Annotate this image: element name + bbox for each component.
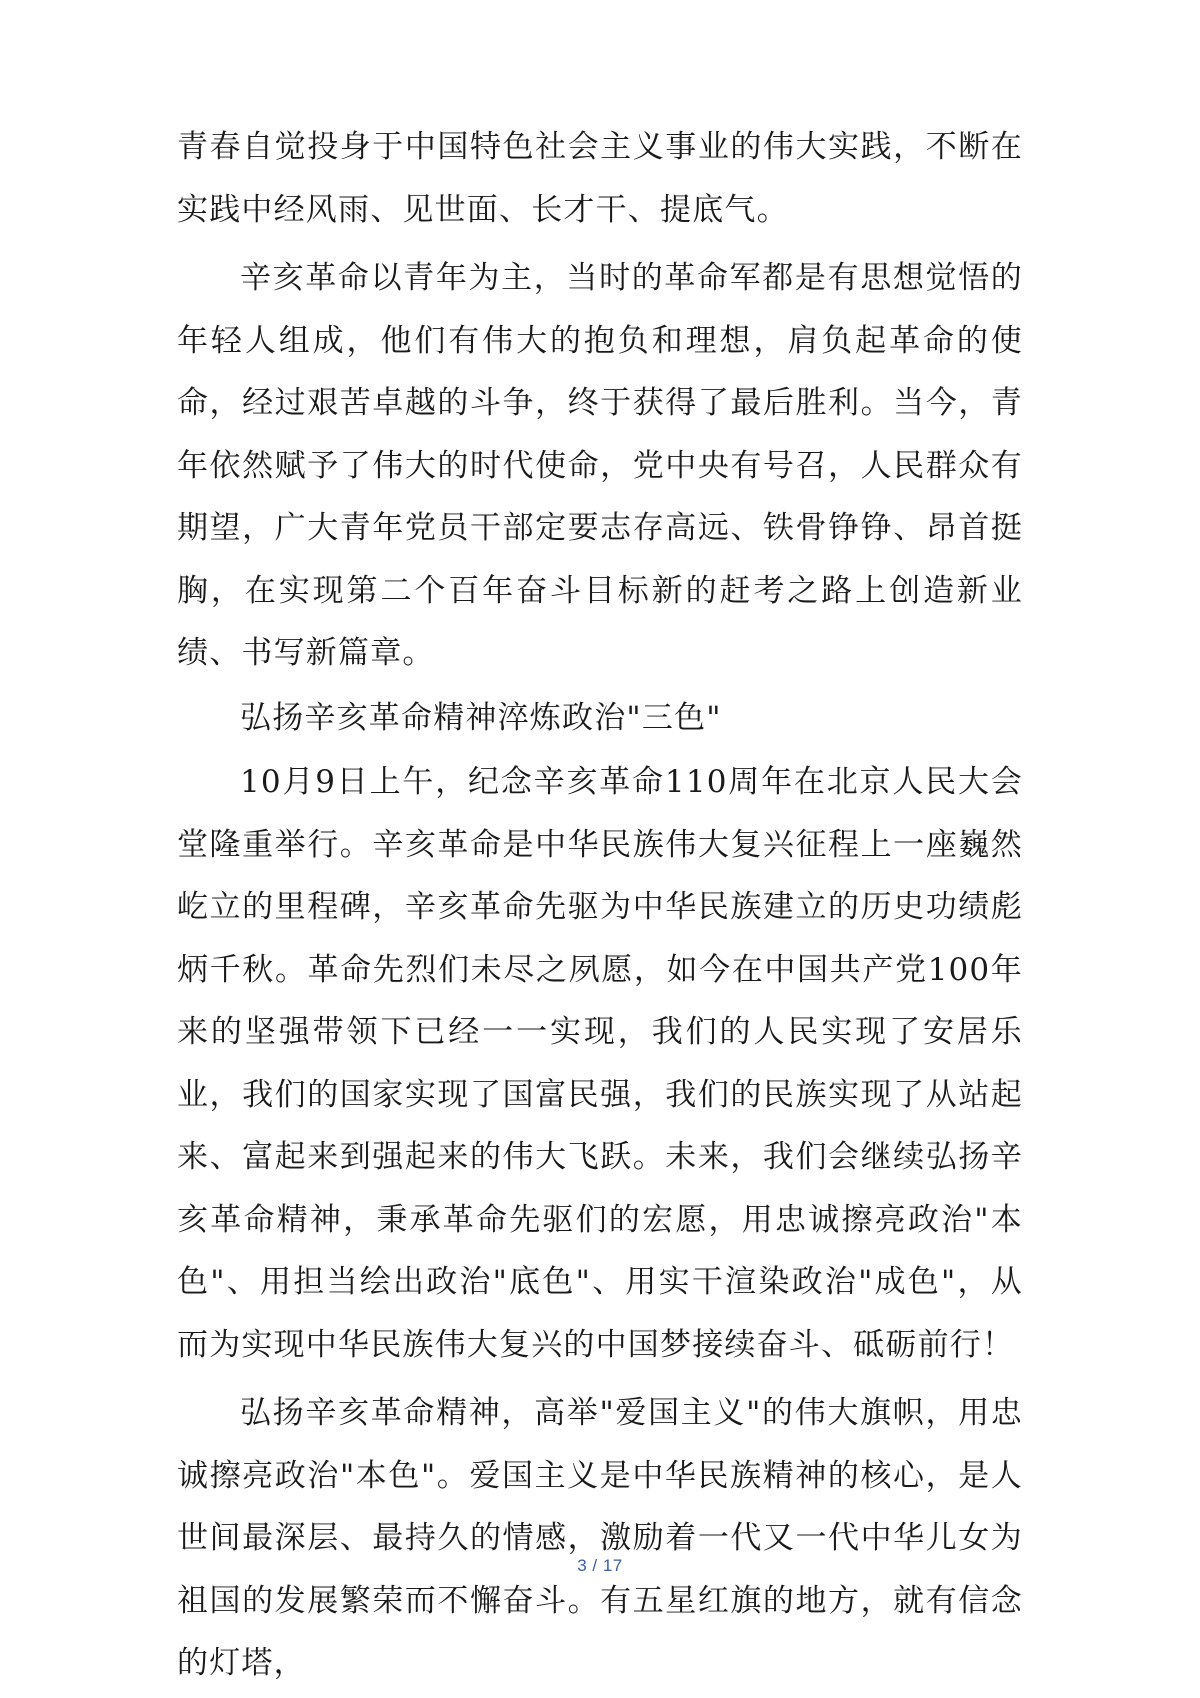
document-body <box>177 116 1023 1695</box>
paragraph-youth-mission: 辛亥革命以青年为主，当时的革命军都是有思想觉悟的年轻人组成，他们有伟大的抱负和理想，肩负起革命的使命，经过艰苦卓越的斗争，终于获得了最后胜利。当今，青年依然赋予了伟大的时代使命，党中央有号召，人民群众有期望，广大青年党员干部定要志存高远、铁骨铮铮、昂首挺胸，在实现第二个百年奋斗目标新的赶考之路上创造新业绩、书写新篇章。 <box>177 260 1023 671</box>
section-heading-three-colors: 弘扬辛亥革命精神淬炼政治"三色" <box>240 699 722 736</box>
paragraph-patriotism: 弘扬辛亥革命精神，高举"爱国主义"的伟大旗帜，用忠诚擦亮政治"本色"。爱国主义是中华民族精神的核心，是人世间最深层、最持久的情感，激励着一代又一代中华儿女为祖国的发展繁荣而不懈奋斗。有五星红旗的地方，就有信念的灯塔， <box>177 1395 1023 1681</box>
paragraph-commemoration: 10月9日上午，纪念辛亥革命110周年在北京人民大会堂隆重举行。辛亥革命是中华民族伟大复兴征程上一座巍然屹立的里程碑，辛亥革命先驱为中华民族建立的历史功绩彪炳千秋。革命先烈们未尽之夙愿，如今在中国共产党100年来的坚强带领下已经一一实现，我们的人民实现了安居乐业，我们的国家实现了国富民强，我们的民族实现了从站起来、富起来到强起来的伟大飞跃。未来，我们会继续弘扬辛亥革命精神，秉承革命先驱们的宏愿，用忠诚擦亮政治"本色"、用担当绘出政治"底色"、用实干渲染政治"成色"，从而为实现中华民族伟大复兴的中国梦接续奋斗、砥砺前行！ <box>177 764 1023 1363</box>
page-number: 3 / 17 <box>577 1556 623 1575</box>
paragraph-continuation: 青春自觉投身于中国特色社会主义事业的伟大实践，不断在实践中经风雨、见世面、长才干、提底气。 <box>177 129 1023 228</box>
